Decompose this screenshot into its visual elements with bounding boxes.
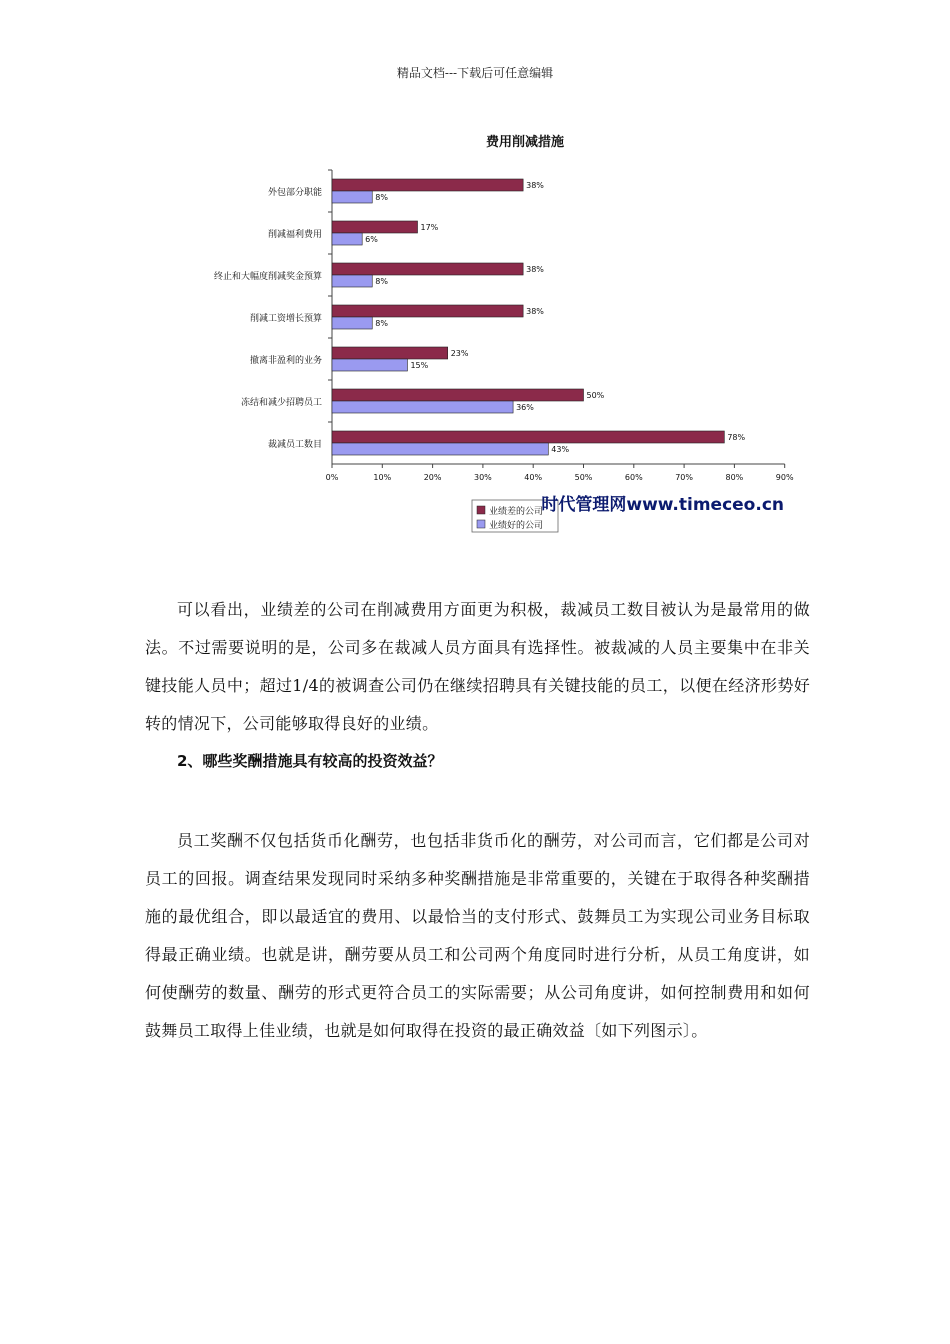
category-label: 外包部分职能 — [267, 188, 322, 198]
bar-good — [332, 233, 362, 245]
data-label: 8% — [375, 277, 388, 286]
x-tick-label: 10% — [373, 473, 392, 482]
bar-poor — [332, 305, 523, 317]
data-label: 38% — [526, 181, 544, 190]
data-label: 6% — [365, 235, 378, 244]
bar-good — [332, 443, 548, 455]
x-tick-label: 60% — [624, 473, 643, 482]
paragraph-1: 可以看出，业绩差的公司在削减费用方面更为积极，裁减员工数目被认为是最常用的做法。不过需要说明的是，公司多在裁减人员方面具有选择性。被裁减的人员主要集中在非关键技能人员中；超过1/4的被调查公司仍在继续招聘具有关键技能的员工，以便在经济形势好转的情况下，公司能够取得良好的业绩。 — [145, 600, 810, 733]
category-label: 撤离非盈利的业务 — [249, 356, 322, 366]
page-header: 精品文档---下载后可任意编辑 — [396, 66, 554, 80]
data-label: 50% — [586, 391, 605, 400]
category-label: 削减工资增长预算 — [249, 314, 322, 324]
x-tick-label: 70% — [675, 473, 693, 482]
category-label: 削减福利费用 — [267, 230, 322, 240]
chart-svg — [180, 128, 800, 538]
chart-title: 费用削减措施 — [485, 135, 565, 150]
bar-chart — [180, 128, 800, 538]
bar-poor — [332, 389, 584, 401]
category-label: 裁减员工数目 — [267, 440, 322, 450]
bar-good — [332, 191, 372, 203]
watermark-text: 时代管理网www.timeceo.cn — [541, 495, 784, 515]
data-label: 17% — [420, 223, 439, 232]
legend-swatch — [477, 506, 485, 514]
data-label: 15% — [410, 361, 429, 370]
section-heading: 2、哪些奖酬措施具有较高的投资效益？ — [177, 752, 443, 770]
legend-swatch — [477, 520, 485, 528]
data-label: 23% — [450, 349, 469, 358]
bar-poor — [332, 347, 448, 359]
x-tick-label: 80% — [725, 473, 744, 482]
x-tick-label: 40% — [524, 473, 543, 482]
paragraph-2: 员工奖酬不仅包括货币化酬劳，也包括非货币化的酬劳，对公司而言，它们都是公司对员工的回报。调查结果发现同时采纳多种奖酬措施是非常重要的，关键在于取得各种奖酬措施的最优组合，即以最适宜的费用、以最恰当的支付形式、鼓舞员工为实现公司业务目标取得最正确业绩。也就是讲，酬劳要从员工和公司两个角度同时进行分析，从员工角度讲，如何使酬劳的数量、酬劳的形式更符合员工的实际需要；从公司角度讲，如何控制费用和如何鼓舞员工取得上佳业绩，也就是如何取得在投资的最正确效益〔如下列图示〕。 — [145, 831, 810, 1040]
legend-label: 业绩好的公司 — [489, 521, 544, 531]
data-label: 36% — [516, 403, 534, 412]
data-label: 43% — [551, 445, 570, 454]
bar-good — [332, 275, 372, 287]
data-label: 8% — [375, 319, 388, 328]
legend-label: 业绩差的公司 — [489, 507, 544, 517]
bar-poor — [332, 263, 523, 275]
bar-good — [332, 317, 372, 329]
bar-good — [332, 401, 513, 413]
data-label: 38% — [526, 307, 544, 316]
bar-poor — [332, 179, 523, 191]
data-label: 8% — [375, 193, 388, 202]
x-tick-label: 20% — [423, 473, 442, 482]
bar-poor — [332, 431, 724, 443]
x-tick-label: 30% — [474, 473, 492, 482]
category-label: 冻结和减少招聘员工 — [240, 398, 322, 408]
bar-good — [332, 359, 407, 371]
category-label: 终止和大幅度削减奖金预算 — [213, 272, 322, 282]
bar-poor — [332, 221, 418, 233]
x-tick-label: 50% — [574, 473, 593, 482]
x-tick-label: 90% — [775, 473, 794, 482]
data-label: 78% — [727, 433, 746, 442]
data-label: 38% — [526, 265, 544, 274]
x-tick-label: 0% — [325, 473, 339, 482]
